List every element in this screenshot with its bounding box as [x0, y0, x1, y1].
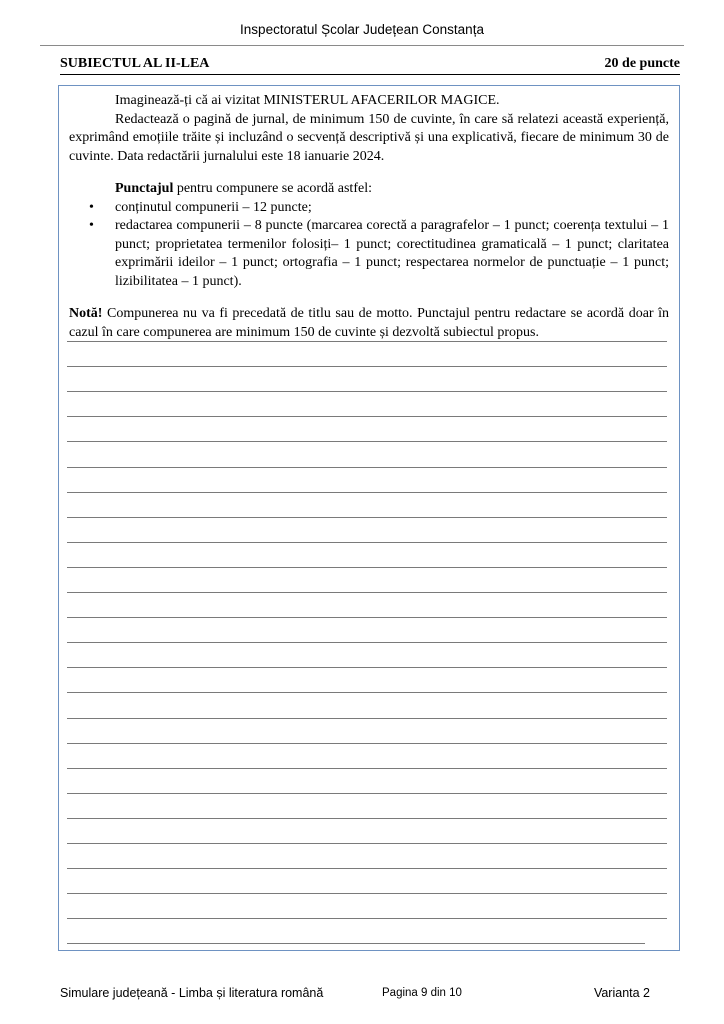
- bullet-icon: •: [89, 199, 94, 215]
- answer-line: [67, 592, 667, 593]
- task-instruction: Redactează o pagină de jurnal, de minimum 150 de cuvinte, în care să relatezi această experiență, exprimând emoțiile trăite și incluzând o secvență descriptivă și una explicativă, fiecare de minimum 30 de cuvinte. Data redactării jurnalului este 18 ianuarie 2024.: [69, 111, 669, 164]
- note-rest: Compunerea nu va fi precedată de titlu sau de motto. Punctajul pentru redactare se acordă doar în cazul în care compunerea are minimum 150 de cuvinte și dezvoltă subiectul propus.: [69, 306, 669, 340]
- answer-line: [67, 567, 667, 568]
- scoring-bold: Punctajul: [115, 181, 174, 196]
- task-box: [58, 85, 680, 951]
- answer-line: [67, 667, 667, 668]
- footer-page-number: Pagina 9 din 10: [382, 987, 462, 999]
- answer-line: [67, 893, 667, 894]
- note-bold: Notă!: [69, 306, 103, 321]
- answer-line: [67, 366, 667, 367]
- answer-line: [67, 441, 667, 442]
- footer-exam-name: Simulare județeană - Limba și literatura română: [60, 986, 324, 1000]
- list-item-text: redactarea compunerii – 8 puncte (marcarea corectă a paragrafelor – 1 punct; coerența textului – 1 punct; proprietatea termenilor folosiți– 1 punct; corectitudinea gramaticală – 1 punct; claritatea exprimării ideilor – 1 punct; ortografia – 1 punct; respectarea normelor de punctuație – 1 punct; lizibilitatea – 1 punct).: [115, 218, 669, 289]
- note: [69, 305, 669, 342]
- scoring-rest: pentru compunere se acordă astfel:: [173, 181, 372, 196]
- subject-title: SUBIECTUL AL II-LEA: [60, 56, 210, 71]
- answer-line: [67, 793, 667, 794]
- answer-line: [67, 642, 667, 643]
- answer-line: [67, 542, 667, 543]
- answer-line: [67, 416, 667, 417]
- answer-line: [67, 843, 667, 844]
- scoring-list: [69, 199, 669, 292]
- task-intro: Imaginează-ți că ai vizitat MINISTERUL AFACERILOR MAGICE.: [115, 93, 500, 108]
- footer: [60, 986, 650, 1004]
- answer-line: [67, 943, 645, 944]
- answer-line: [67, 391, 667, 392]
- answer-line: [67, 768, 667, 769]
- list-item: [69, 217, 669, 291]
- spacer: [69, 166, 669, 180]
- answer-line: [67, 692, 667, 693]
- answer-line: [67, 743, 667, 744]
- answer-line: [67, 918, 667, 919]
- answer-lines-area[interactable]: [67, 341, 667, 951]
- answer-line: [67, 517, 667, 518]
- subject-points: 20 de puncte: [604, 56, 680, 71]
- answer-line: [67, 718, 667, 719]
- footer-variant: Varianta 2: [593, 986, 650, 1000]
- answer-line: [67, 492, 667, 493]
- subject-header: [60, 56, 680, 75]
- answer-line: [67, 818, 667, 819]
- answer-line: [67, 467, 667, 468]
- answer-line: [67, 341, 667, 342]
- bullet-icon: •: [89, 218, 94, 233]
- answer-line: [67, 868, 667, 869]
- answer-line: [67, 617, 667, 618]
- header-divider: [40, 45, 684, 46]
- task-text: [69, 92, 669, 342]
- list-item: [69, 199, 669, 218]
- list-item-text: conținutul compunerii – 12 puncte;: [115, 199, 312, 215]
- scoring-heading: [69, 180, 669, 199]
- header-institution: Inspectoratul Școlar Județean Constanța: [240, 22, 484, 37]
- spacer: [69, 291, 669, 305]
